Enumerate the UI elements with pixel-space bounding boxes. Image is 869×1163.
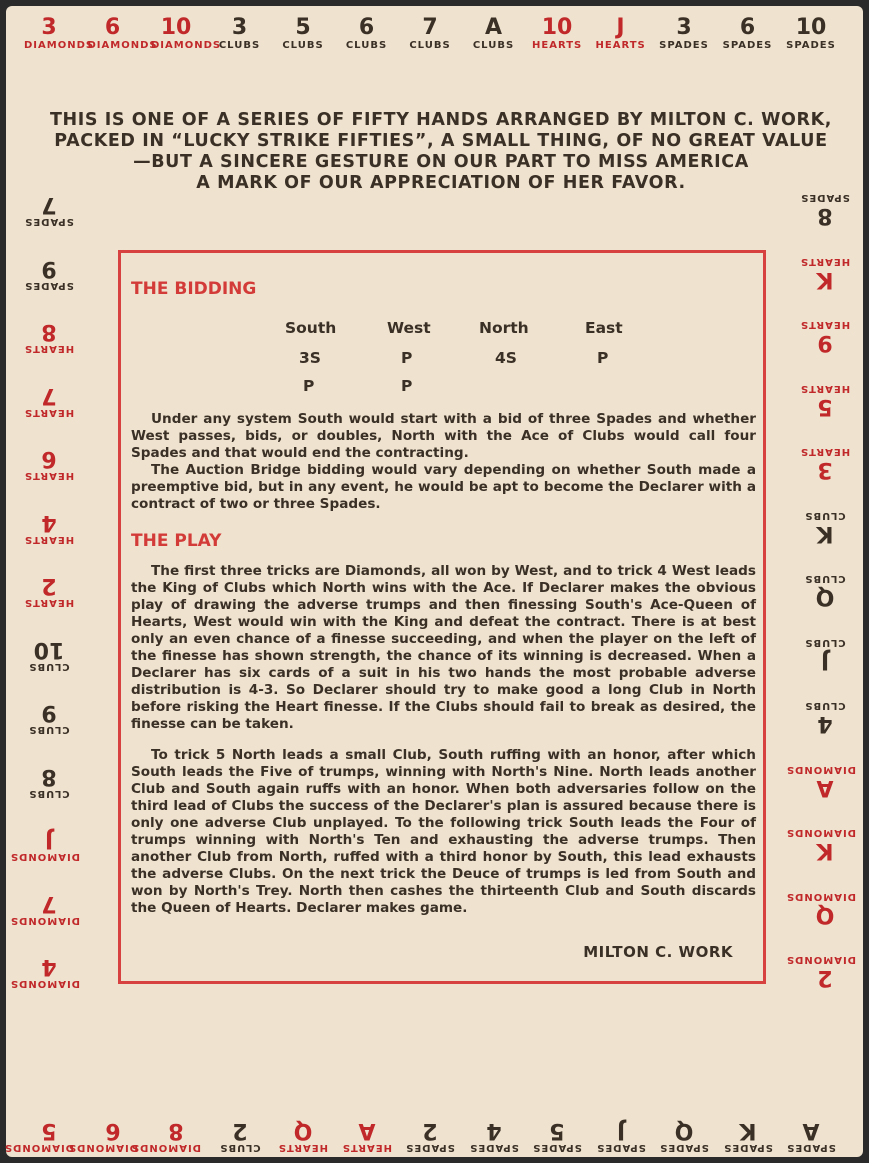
card-tab-5-hearts <box>794 383 856 433</box>
tab-rank-label: 5 <box>817 393 833 419</box>
tab-rank-label: 3 <box>41 15 57 40</box>
bid-col-south: South <box>285 319 337 337</box>
bidding-text <box>131 411 756 513</box>
intro-line-4: A MARK OF OUR APPRECIATION OF HER FAVOR. <box>196 173 686 193</box>
card-tab-4-clubs <box>794 700 856 750</box>
intro-line-3: —BUT A SINCERE GESTURE ON OUR PART TO MISS AMERICA <box>133 152 749 172</box>
tab-suit-label: CLUBS <box>472 40 515 51</box>
tab-rank-label: 6 <box>41 446 57 471</box>
play-paragraph-2: To trick 5 North leads a small Club, South ruffing with an honor, after which South leads the Five of trumps, winning with North's Nine. North leads another Club and South again ruffs with an honor. When both adversaries follow on the third lead of Clubs the success of the Declarer's plan is assured because there is only one adverse Club unplayed. To the following trick South leads the Four of trumps winning with North's Ten and exhausting the adverse trumps. Then another Club from North, ruffed with a third honor by South, this lead exhausts the adverse Clubs. On the next trick the Deuce of trumps is led from South and won by North's Trey. North then cashes the thirteenth Club and South discards the Queen of Hearts. Declarer makes game. <box>131 747 756 916</box>
card-tab-9-hearts <box>794 319 856 369</box>
tab-suit-label: CLUBS <box>28 724 70 735</box>
tab-rank-label: J <box>44 827 54 852</box>
card-tab-10-spades <box>786 16 836 78</box>
card-tab-7-diamonds <box>9 890 80 941</box>
tab-suit-label: DIAMONDS <box>785 954 856 965</box>
card-tab-3-clubs <box>215 16 265 78</box>
tab-rank-label: 3 <box>817 457 833 482</box>
card-tab-6-clubs <box>342 16 392 78</box>
tab-suit-label: HEARTS <box>799 319 851 330</box>
card-tab-7-hearts <box>18 383 80 433</box>
tab-suit-label: DIAMONDS <box>24 40 95 51</box>
card-tab-j-spades <box>596 1091 646 1153</box>
tab-suit-label: HEARTS <box>532 40 583 51</box>
tab-suit-label: CLUBS <box>282 40 324 51</box>
tab-rank-label: J <box>820 647 830 673</box>
card-tab-2-hearts <box>18 573 80 623</box>
tab-rank-label: Q <box>815 584 835 609</box>
tab-suit-label: SPADES <box>468 1142 519 1153</box>
tab-rank-label: 7 <box>422 15 438 40</box>
bid-col-east: East <box>585 319 623 337</box>
card-tab-7-clubs <box>405 16 455 78</box>
tab-suit-label: HEARTS <box>23 406 75 418</box>
tab-rank-label: 5 <box>295 15 311 40</box>
tab-rank-label: 9 <box>817 330 833 355</box>
tab-suit-label: HEARTS <box>23 343 75 354</box>
bid-cell: 4S <box>495 349 517 367</box>
card-tab-k-diamonds <box>785 827 856 877</box>
tab-rank-label: A <box>802 1118 820 1143</box>
tab-rank-label: 3 <box>231 15 248 40</box>
tab-suit-label: SPADES <box>722 40 773 51</box>
tab-suit-label: CLUBS <box>218 40 261 51</box>
tab-rank-label: Q <box>815 901 835 927</box>
tab-suit-label: SPADES <box>532 1142 582 1153</box>
tab-rank-label: K <box>816 838 834 863</box>
tab-suit-label: CLUBS <box>28 660 70 672</box>
card-tab-3-diamonds <box>24 15 95 78</box>
tab-rank-label: A <box>484 15 503 40</box>
tab-suit-label: DIAMONDS <box>9 978 80 989</box>
bid-cell: P <box>597 349 609 367</box>
card-tab-5-spades <box>532 1091 582 1153</box>
card-tab-10-clubs <box>18 637 80 687</box>
tab-rank-label: J <box>616 15 625 40</box>
tab-suit-label: CLUBS <box>804 700 846 711</box>
tab-suit-label: HEARTS <box>23 597 75 608</box>
card-tab-6-diamonds <box>87 15 158 78</box>
bidding-heading: THE BIDDING <box>131 279 257 299</box>
card-tab-9-spades <box>18 256 80 306</box>
tab-suit-label: CLUBS <box>804 636 846 648</box>
bid-cell: 3S <box>299 349 321 367</box>
card-tab-4-spades <box>469 1091 519 1153</box>
tab-suit-label: HEARTS <box>799 446 851 457</box>
tab-rank-label: 4 <box>485 1118 502 1143</box>
tab-suit-label: DIAMONDS <box>67 1142 138 1153</box>
tab-suit-label: DIAMONDS <box>151 40 222 51</box>
card-tab-5-clubs <box>278 16 328 78</box>
card-tab-10-diamonds <box>151 15 222 78</box>
card-tab-q-hearts <box>278 1091 328 1153</box>
tab-suit-label: HEARTS <box>799 382 851 394</box>
bid-col-west: West <box>387 319 431 337</box>
tab-rank-label: 10 <box>33 636 65 662</box>
card-tab-7-spades <box>18 192 80 242</box>
card-tab-8-clubs <box>18 764 80 814</box>
card-tab-q-diamonds <box>785 890 856 941</box>
tab-suit-label: SPADES <box>24 279 74 291</box>
tab-rank-label: 8 <box>41 319 57 344</box>
card-tab-j-hearts <box>596 16 646 78</box>
card-tab-a-clubs <box>469 16 519 78</box>
signature: MILTON C. WORK <box>583 943 733 961</box>
card-tab-q-spades <box>659 1091 709 1153</box>
card-tab-6-hearts <box>18 446 80 496</box>
card-tab-8-hearts <box>18 319 80 369</box>
tab-rank-label: K <box>816 266 834 292</box>
card-tab-10-hearts <box>532 16 582 78</box>
card-tab-2-diamonds <box>785 954 856 1004</box>
tab-suit-label: SPADES <box>24 216 74 227</box>
tab-rank-label: 6 <box>358 15 375 40</box>
tab-rank-label: K <box>816 520 834 546</box>
card-tab-3-spades <box>659 16 709 78</box>
card-tab-8-diamonds <box>130 1091 201 1153</box>
card-tab-3-hearts <box>794 446 856 496</box>
tab-suit-label: CLUBS <box>409 40 451 51</box>
tab-suit-label: CLUBS <box>804 509 846 521</box>
card-tab-j-diamonds <box>9 827 80 877</box>
tab-suit-label: CLUBS <box>28 787 70 799</box>
tab-suit-label: SPADES <box>405 1142 455 1153</box>
tab-suit-label: DIAMONDS <box>9 851 80 862</box>
tab-rank-label: Q <box>293 1118 313 1143</box>
bidding-paragraph-1: Under any system South would start with a bid of three Spades and whether West passes, bids, or doubles, North with the Ace of Clubs would call four Spades and that would end the contracting. <box>131 411 756 461</box>
card-tab-4-hearts <box>18 510 80 560</box>
tab-suit-label: HEARTS <box>341 1142 392 1153</box>
bidding-paragraph-2: The Auction Bridge bidding would vary depending on whether South made a preemptive bid, but in any event, he would be apt to become the Declarer with a contract of two or three Spades. <box>131 462 756 512</box>
card-tab-q-clubs <box>794 573 856 623</box>
tab-rank-label: 4 <box>817 711 833 736</box>
bid-col-north: North <box>479 319 529 337</box>
tab-suit-label: DIAMONDS <box>785 827 856 838</box>
bid-cell: P <box>303 377 315 395</box>
tab-suit-label: HEARTS <box>23 533 75 545</box>
card-tab-k-spades <box>723 1091 773 1153</box>
tab-rank-label: 9 <box>41 255 57 281</box>
tab-rank-label: 8 <box>168 1118 184 1143</box>
intro-line-1: THIS IS ONE OF A SERIES OF FIFTY HANDS ARRANGED BY MILTON C. WORK, <box>50 110 832 130</box>
tab-rank-label: 4 <box>41 954 57 979</box>
tab-suit-label: CLUBS <box>345 40 388 51</box>
tab-rank-label: 3 <box>676 15 692 40</box>
tab-suit-label: CLUBS <box>804 573 846 584</box>
tab-suit-label: SPADES <box>659 1142 709 1153</box>
tab-rank-label: K <box>738 1118 757 1143</box>
card-tab-2-spades <box>405 1091 455 1153</box>
play-paragraph-1: The first three tricks are Diamonds, all won by West, and to trick 4 West leads the King of Clubs which North wins with the Ace. If Declarer makes the obvious play of drawing the adverse trumps and then finessing South's Ace-Queen of Hearts, West would win with the King and defeat the contract. There is at best only an even chance of a finesse succeeding, and when the player on the left of the finesse has shown strength, the chance of its winning is decreased. When a Declarer has six cards of a suit in his two hands the most probable adverse distribution is 4-3. So Declarer should try to make good a long Club in North before risking the Heart finesse. If the Clubs should fail to break as desired, the finesse can be taken. <box>131 563 756 732</box>
card-tab-a-hearts <box>342 1091 392 1153</box>
tab-rank-label: 4 <box>41 509 57 535</box>
tab-rank-label: 6 <box>739 15 756 40</box>
tab-suit-label: DIAMONDS <box>785 763 856 775</box>
bid-cell: P <box>401 377 413 395</box>
bridge-card <box>3 6 863 1157</box>
tab-rank-label: 8 <box>817 203 833 228</box>
card-tab-9-clubs <box>18 700 80 750</box>
tab-suit-label: DIAMONDS <box>3 1142 74 1153</box>
tab-suit-label: HEARTS <box>23 470 75 481</box>
intro-text <box>46 110 836 194</box>
tab-suit-label: CLUBS <box>218 1142 261 1153</box>
tab-suit-label: DIAMONDS <box>9 914 80 926</box>
tab-rank-label: A <box>816 774 834 800</box>
card-tab-5-diamonds <box>3 1091 74 1153</box>
tab-rank-label: 10 <box>795 15 827 40</box>
tab-rank-label: 6 <box>104 15 121 40</box>
tab-suit-label: DIAMONDS <box>87 40 158 51</box>
card-tab-a-spades <box>786 1091 836 1153</box>
tab-suit-label: SPADES <box>786 1142 836 1153</box>
content-panel <box>118 250 766 984</box>
tab-suit-label: HEARTS <box>595 40 646 51</box>
tab-rank-label: 2 <box>817 965 833 990</box>
tab-rank-label: 10 <box>160 15 192 40</box>
tab-rank-label: 2 <box>231 1118 248 1143</box>
tab-rank-label: 2 <box>41 573 57 598</box>
tab-rank-label: 6 <box>104 1118 121 1143</box>
tab-rank-label: J <box>616 1118 625 1143</box>
tab-suit-label: SPADES <box>800 192 850 203</box>
card-tab-a-diamonds <box>785 763 856 814</box>
card-tab-4-diamonds <box>9 954 80 1004</box>
card-tab-8-spades <box>794 192 856 242</box>
tab-rank-label: Q <box>674 1118 694 1143</box>
intro-line-2: PACKED IN “LUCKY STRIKE FIFTIES”, A SMALL THING, OF NO GREAT VALUE <box>54 131 828 151</box>
tab-suit-label: DIAMONDS <box>785 890 856 902</box>
tab-rank-label: 9 <box>41 700 57 725</box>
tab-suit-label: SPADES <box>786 40 836 51</box>
tab-rank-label: 8 <box>41 763 57 789</box>
tab-suit-label: SPADES <box>595 1142 646 1153</box>
tab-rank-label: 5 <box>41 1118 57 1143</box>
card-tab-j-clubs <box>794 637 856 687</box>
play-heading: THE PLAY <box>131 531 222 551</box>
play-text <box>131 563 756 917</box>
tab-rank-label: A <box>357 1118 376 1143</box>
tab-suit-label: HEARTS <box>277 1142 328 1153</box>
card-tab-k-hearts <box>794 256 856 306</box>
tab-rank-label: 2 <box>422 1118 438 1143</box>
bid-cell: P <box>401 349 413 367</box>
tab-suit-label: SPADES <box>659 40 709 51</box>
tab-rank-label: 7 <box>41 192 57 217</box>
tab-suit-label: SPADES <box>722 1142 773 1153</box>
tab-suit-label: HEARTS <box>799 255 851 267</box>
tab-rank-label: 10 <box>541 15 573 40</box>
tab-rank-label: 7 <box>41 382 57 408</box>
tab-rank-label: 7 <box>41 890 57 916</box>
card-tab-2-clubs <box>215 1091 265 1153</box>
tab-rank-label: 5 <box>549 1118 565 1143</box>
tab-suit-label: DIAMONDS <box>130 1142 201 1153</box>
card-tab-6-diamonds <box>67 1091 138 1153</box>
card-tab-6-spades <box>723 16 773 78</box>
card-tab-k-clubs <box>794 510 856 560</box>
